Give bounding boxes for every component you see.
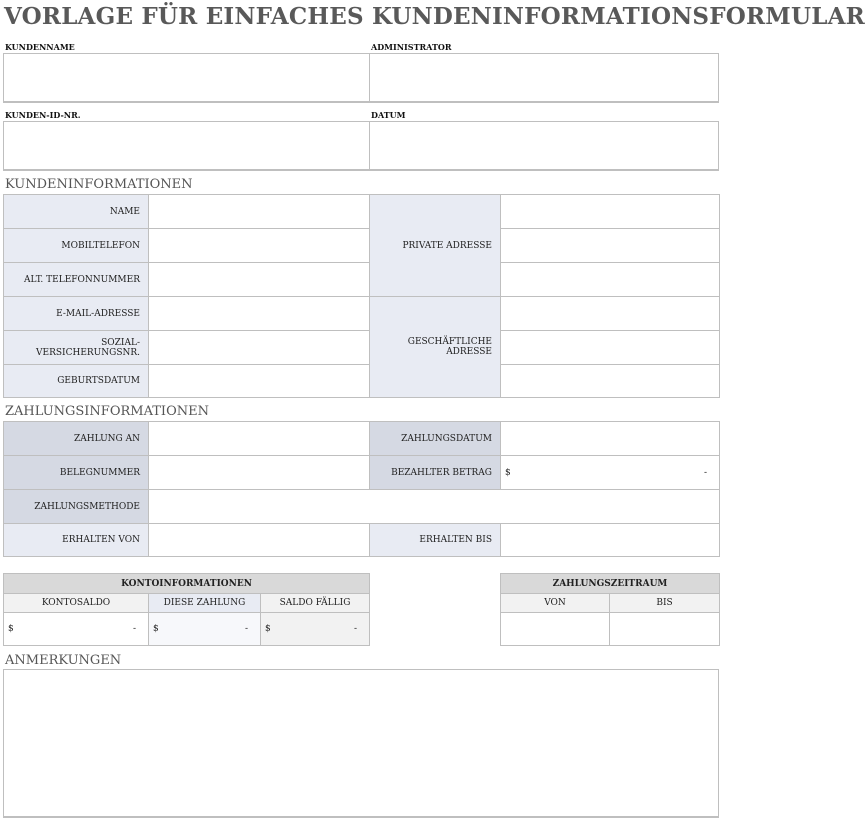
erhalten-bis-input[interactable]: [501, 524, 720, 557]
belegnummer-label: BELEGNUMMER: [4, 456, 149, 490]
alt-telefon-input[interactable]: [149, 263, 370, 297]
diese-zahlung-header: DIESE ZAHLUNG: [149, 594, 261, 613]
anmerkungen-heading: ANMERKUNGEN: [5, 653, 122, 668]
zahlungsmethode-input[interactable]: [149, 490, 720, 524]
belegnummer-input[interactable]: [149, 456, 370, 490]
name-input[interactable]: [149, 195, 370, 229]
kundenname-field[interactable]: [3, 53, 370, 103]
amount-value: -: [132, 624, 136, 634]
currency-symbol: $: [153, 624, 159, 634]
zahlungsdatum-label: ZAHLUNGSDATUM: [370, 422, 501, 456]
administrator-field[interactable]: [369, 53, 719, 103]
zahlungsinfo-heading: ZAHLUNGSINFORMATIONEN: [5, 404, 209, 419]
saldo-faellig-header: SALDO FÄLLIG: [261, 594, 370, 613]
zahlungszeitraum-table: [500, 573, 720, 646]
bis-input[interactable]: [610, 613, 720, 646]
page-title: VORLAGE FÜR EINFACHES KUNDENINFORMATIONSFORMULAR: [4, 3, 865, 30]
zahlungszeitraum-heading: ZAHLUNGSZEITRAUM: [501, 574, 720, 594]
zahlung-an-input[interactable]: [149, 422, 370, 456]
name-label: NAME: [4, 195, 149, 229]
bezahlter-betrag-input[interactable]: [501, 456, 720, 490]
zahlungsdatum-input[interactable]: [501, 422, 720, 456]
currency-symbol: $: [8, 624, 14, 634]
email-input[interactable]: [149, 297, 370, 331]
kundenname-label: KUNDENNAME: [5, 42, 75, 52]
zahlungsinfo-table: [3, 421, 720, 557]
erhalten-von-input[interactable]: [149, 524, 370, 557]
anmerkungen-textarea[interactable]: [3, 669, 719, 818]
amount-value: -: [353, 624, 358, 634]
alt-telefon-label: ALT. TELEFONNUMMER: [4, 263, 149, 297]
private-adresse-line-2[interactable]: [501, 229, 720, 263]
geburtsdatum-label: GEBURTSDATUM: [4, 365, 149, 398]
erhalten-bis-label: ERHALTEN BIS: [370, 524, 501, 557]
mobiltelefon-input[interactable]: [149, 229, 370, 263]
kontosaldo-header: KONTOSALDO: [4, 594, 149, 613]
geburtsdatum-input[interactable]: [149, 365, 370, 398]
bis-header: BIS: [610, 594, 720, 613]
diese-zahlung-input[interactable]: [149, 613, 261, 646]
email-label: E-MAIL-ADRESSE: [4, 297, 149, 331]
geschaeftliche-adresse-line-3[interactable]: [501, 365, 720, 398]
bezahlter-betrag-label: BEZAHLTER BETRAG: [370, 456, 501, 490]
currency-symbol: $: [265, 624, 271, 634]
geschaeftliche-adresse-label: GESCHÄFTLICHE ADRESSE: [370, 297, 501, 398]
saldo-faellig-input[interactable]: [261, 613, 370, 646]
von-header: VON: [501, 594, 610, 613]
kontoinfo-heading: KONTOINFORMATIONEN: [4, 574, 370, 594]
sozialversicherung-label: SOZIAL- VERSICHERUNGSNR.: [4, 331, 149, 365]
private-adresse-label: PRIVATE ADRESSE: [370, 195, 501, 297]
administrator-label: ADMINISTRATOR: [371, 42, 452, 52]
von-input[interactable]: [501, 613, 610, 646]
kontoinfo-table: [3, 573, 370, 646]
kunden-id-label: KUNDEN-ID-NR.: [5, 110, 81, 120]
datum-label: DATUM: [371, 110, 406, 120]
kundeninfo-heading: KUNDENINFORMATIONEN: [5, 177, 193, 192]
zahlung-an-label: ZAHLUNG AN: [4, 422, 149, 456]
kunden-id-field[interactable]: [3, 121, 370, 171]
geschaeftliche-adresse-line-2[interactable]: [501, 331, 720, 365]
datum-field[interactable]: [369, 121, 719, 171]
sozialversicherung-input[interactable]: [149, 331, 370, 365]
amount-value: -: [703, 467, 707, 478]
mobiltelefon-label: MOBILTELEFON: [4, 229, 149, 263]
private-adresse-line-1[interactable]: [501, 195, 720, 229]
amount-value: -: [244, 624, 248, 634]
zahlungsmethode-label: ZAHLUNGSMETHODE: [4, 490, 149, 524]
kundeninfo-table: [3, 194, 720, 398]
kontosaldo-input[interactable]: [4, 613, 149, 646]
currency-symbol: $: [505, 467, 511, 478]
erhalten-von-label: ERHALTEN VON: [4, 524, 149, 557]
private-adresse-line-3[interactable]: [501, 263, 720, 297]
geschaeftliche-adresse-line-1[interactable]: [501, 297, 720, 331]
